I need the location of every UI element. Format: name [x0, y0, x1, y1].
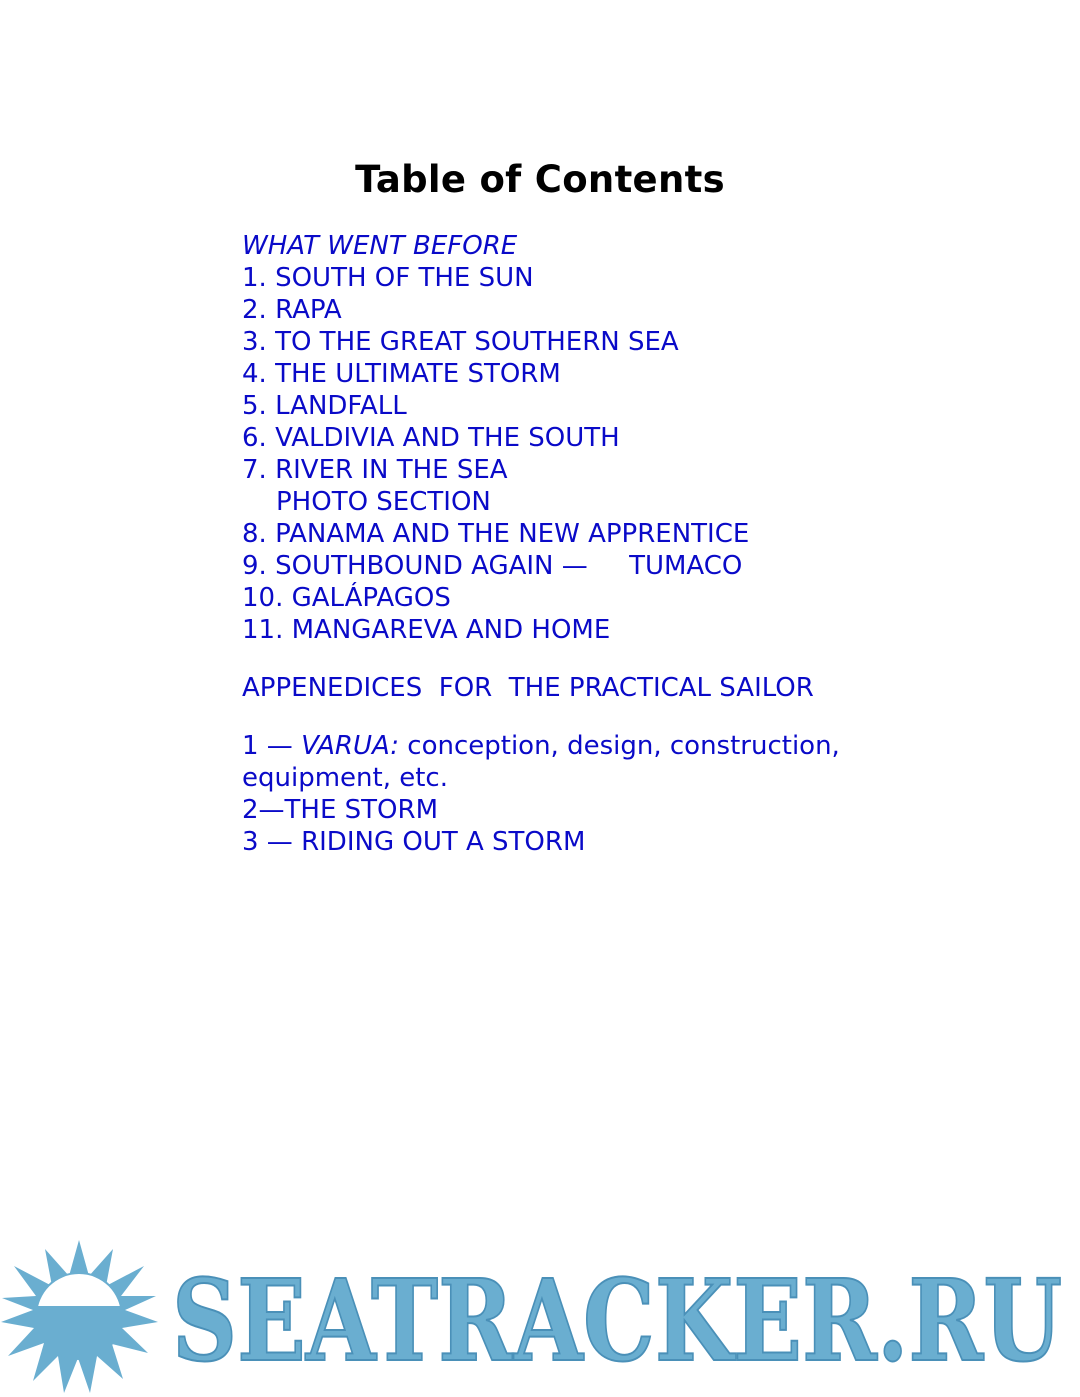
toc-link-appendix-3[interactable]: 3 — RIDING OUT A STORM — [242, 827, 586, 857]
toc-link-chapter-6[interactable]: 6. VALDIVIA AND THE SOUTH — [242, 423, 620, 453]
toc-link-chapter-7[interactable]: 7. RIVER IN THE SEA — [242, 455, 508, 485]
toc-link-chapter-10[interactable]: 10. GALÁPAGOS — [242, 583, 451, 613]
toc-link-chapter-8[interactable]: 8. PANAMA AND THE NEW APPRENTICE — [242, 519, 750, 549]
appendix-1-vessel-name: VARUA: — [301, 731, 400, 761]
toc-link-what-went-before[interactable]: WHAT WENT BEFORE — [242, 231, 518, 261]
toc-link-chapter-5[interactable]: 5. LANDFALL — [242, 391, 407, 421]
toc-link-chapter-9[interactable]: 9. SOUTHBOUND AGAIN — TUMACO — [242, 551, 743, 581]
toc-link-chapter-3[interactable]: 3. TO THE GREAT SOUTHERN SEA — [242, 327, 679, 357]
watermark-text: SEATRACKER.RU — [172, 1256, 1062, 1387]
appendix-1-prefix: 1 — — [242, 731, 302, 761]
toc-link-chapter-11[interactable]: 11. MANGAREVA AND HOME — [242, 615, 611, 645]
toc-link-photo-section[interactable]: PHOTO SECTION — [276, 487, 491, 517]
toc-link-chapter-4[interactable]: 4. THE ULTIMATE STORM — [242, 359, 561, 389]
sun-icon — [1, 1240, 158, 1393]
watermark-logo — [0, 1236, 1080, 1397]
appendix-1-description: conception, design, construction, equipment, etc. — [242, 731, 840, 793]
toc-link-chapter-2[interactable]: 2. RAPA — [242, 295, 342, 325]
toc-link-appendix-2[interactable]: 2—THE STORM — [242, 795, 439, 825]
page-title: Table of Contents — [355, 158, 725, 201]
table-of-contents — [242, 230, 882, 858]
toc-link-chapter-1[interactable]: 1. SOUTH OF THE SUN — [242, 263, 534, 293]
toc-link-appendix-1[interactable] — [242, 730, 882, 794]
toc-link-appendices[interactable]: APPENEDICES FOR THE PRACTICAL SAILOR — [242, 673, 814, 703]
